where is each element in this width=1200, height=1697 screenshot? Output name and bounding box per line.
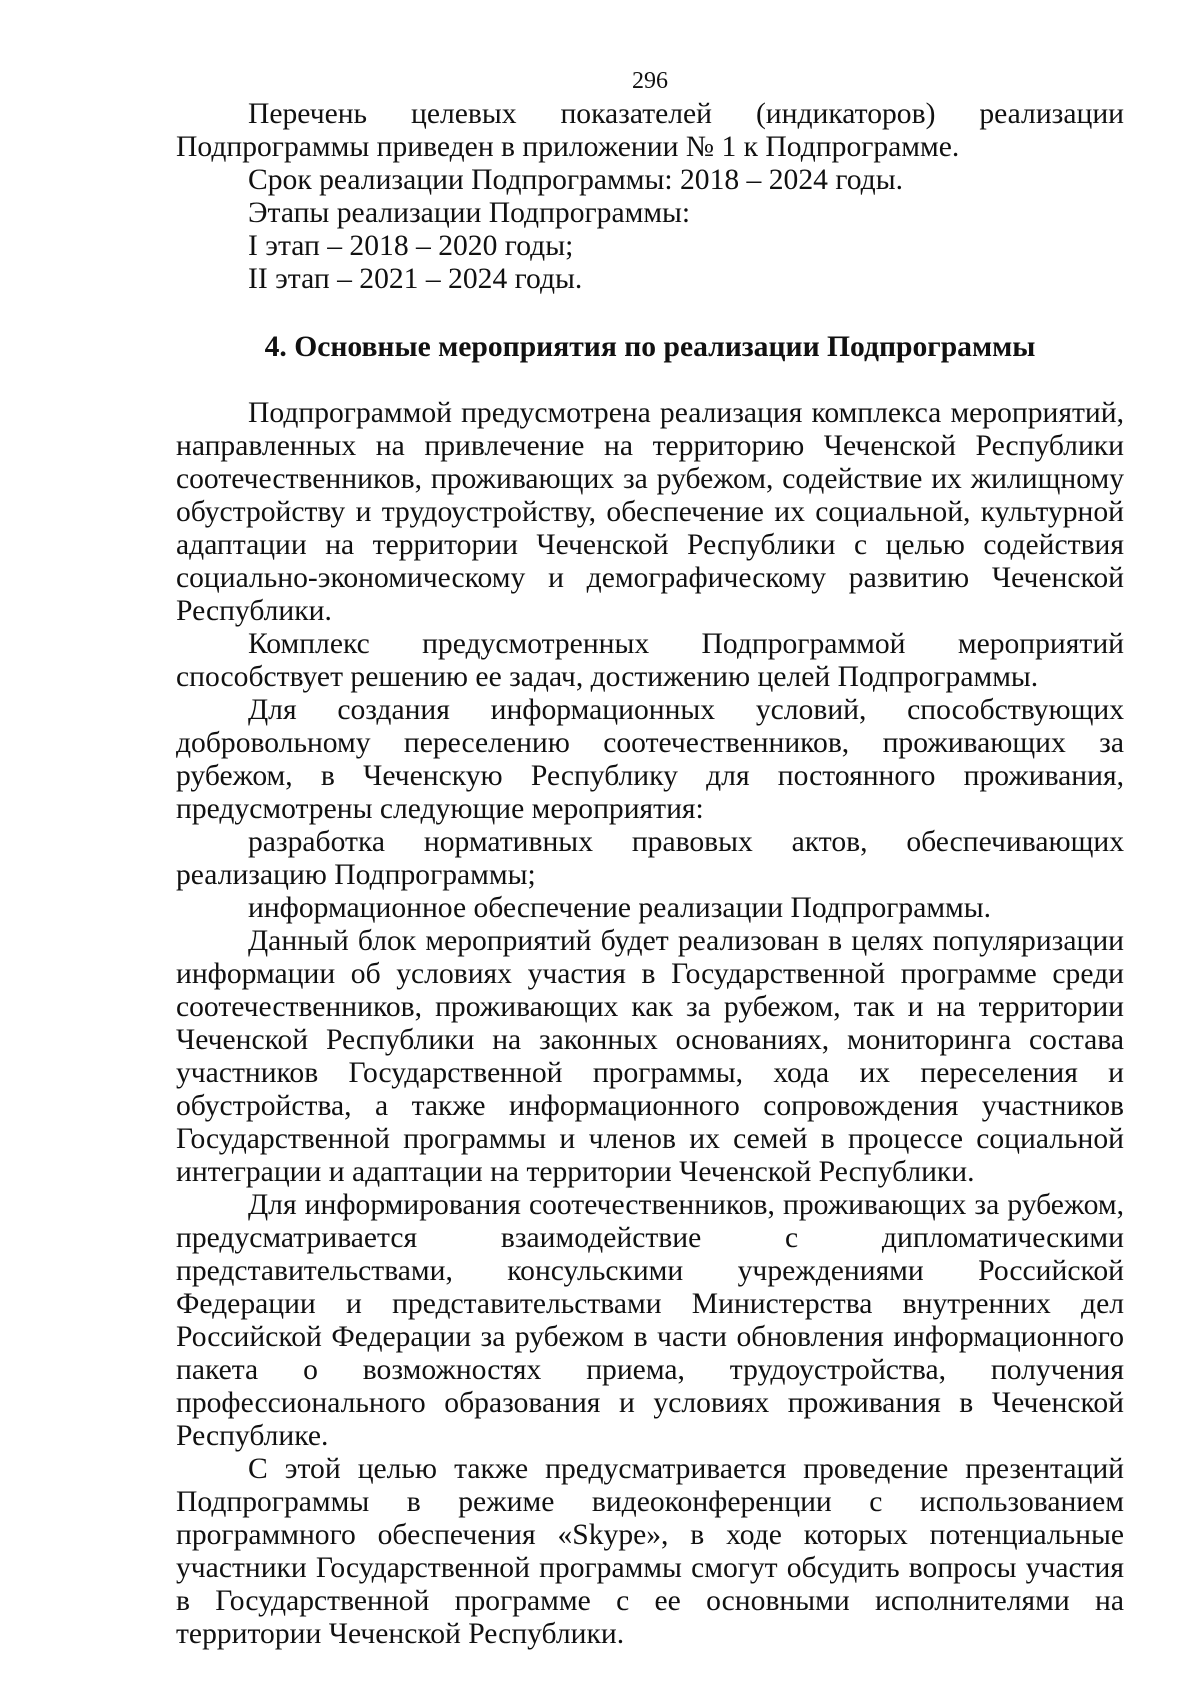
section-title: 4. Основные мероприятия по реализации Подпрограммы xyxy=(264,331,1036,363)
document-page xyxy=(176,66,1124,1651)
body-paragraph: С этой целью также предусматривается проведение презентаций Подпрограммы в режиме видеоконференции с использованием программного обеспечения «Skype», в ходе которых потенциальные участники Государственной программы смогут обсудить вопросы участия в Государственной программе с ее основными исполнителями на территории Чеченской Республики. xyxy=(176,1453,1124,1650)
body-paragraph: Для информирования соотечественников, проживающих за рубежом, предусматривается взаимодействие с дипломатическими представительствами, консульскими учреждениями Российской Федерации и представительствами Министерства внутренних дел Российской Федерации за рубежом в части обновления информационного пакета о возможностях приема, трудоустройства, получения профессионального образования и условиях проживания в Чеченской Республике. xyxy=(176,1189,1124,1452)
page-number: 296 xyxy=(632,68,668,94)
intro-paragraph-stages: Этапы реализации Подпрограммы: xyxy=(248,197,691,229)
body-paragraph: Подпрограммой предусмотрена реализация комплекса мероприятий, направленных на привлечение на территорию Чеченской Республики соотечественников, проживающих за рубежом, содействие их жилищному обустройству и трудоустройству, обеспечение их социальной, культурной адаптации на территории Чеченской Республики с целью содействия социально-экономическому и демографическому развитию Чеченской Республики. xyxy=(176,397,1124,627)
body-paragraph: Комплекс предусмотренных Подпрограммой мероприятий способствует решению ее задач, достижению целей Подпрограммы. xyxy=(176,628,1124,693)
intro-paragraph-stage-2: II этап – 2021 – 2024 годы. xyxy=(248,263,583,295)
intro-paragraph-stage-1: I этап – 2018 – 2020 годы; xyxy=(248,230,574,262)
body-paragraph: разработка нормативных правовых актов, обеспечивающих реализацию Подпрограммы; xyxy=(176,826,1124,891)
intro-paragraph-term: Срок реализации Подпрограммы: 2018 – 2024 годы. xyxy=(248,164,904,196)
intro-paragraph-indicators: Перечень целевых показателей (индикаторов) реализации Подпрограммы приведен в приложении № 1 к Подпрограмме. xyxy=(176,98,1124,163)
body-paragraph: информационное обеспечение реализации Подпрограммы. xyxy=(248,892,992,924)
body-paragraph: Данный блок мероприятий будет реализован в целях популяризации информации об условиях участия в Государственной программе среди соотечественников, проживающих как за рубежом, так и на территории Чеченской Республики на законных основаниях, мониторинга состава участников Государственной программы, хода их переселения и обустройства, а также информационного сопровождения участников Государственной программы и членов их семей в процессе социальной интеграции и адаптации на территории Чеченской Республики. xyxy=(176,925,1124,1188)
body-paragraph: Для создания информационных условий, способствующих добровольному переселению соотечественников, проживающих за рубежом, в Чеченскую Республику для постоянного проживания, предусмотрены следующие мероприятия: xyxy=(176,694,1124,825)
